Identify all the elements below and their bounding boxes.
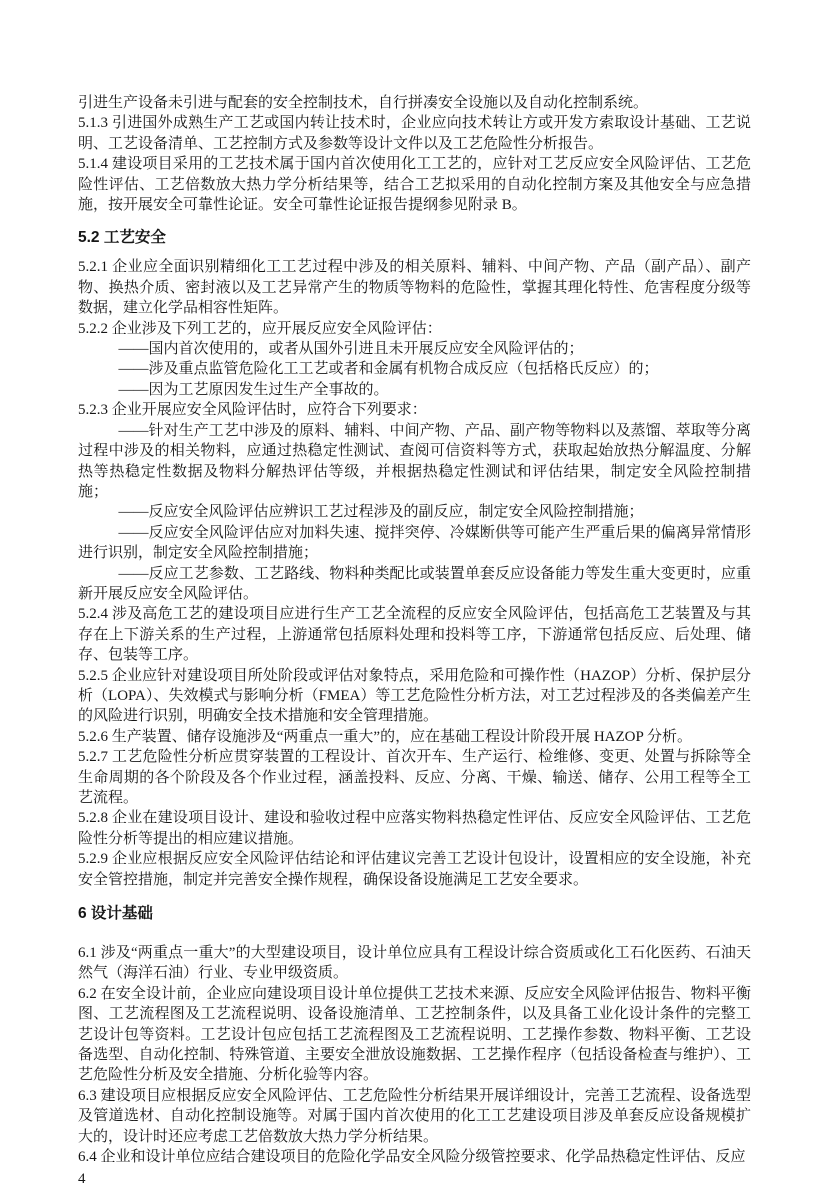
paragraph: 5.2.3 企业开展应安全风险评估时，应符合下列要求：	[78, 402, 427, 419]
paragraph: 5.1.3 引进国外成熟生产工艺或国内转让技术时，企业应向技术转让方或开发方索取设计基础、工艺说明、工艺设备清单、工艺控制方式及参数等设计文件以及工艺危险性分析报告。	[78, 115, 751, 152]
paragraph: 引进生产设备未引进与配套的安全控制技术，自行拼凑安全设施以及自动化控制系统。	[78, 95, 649, 111]
page-number: 4	[78, 1170, 86, 1187]
paragraph: 6.4 企业和设计单位应结合建设项目的危险化学品安全风险分级管控要求、化学品热稳定性评估、反应	[78, 1149, 746, 1166]
dash-list-item: ——反应安全风险评估应对加料失速、搅拌突停、冷媒断供等可能产生严重后果的偏离异常情形进行识别，制定安全风险控制措施；	[78, 524, 751, 562]
dash-list-item: ——涉及重点监管危险化工工艺或者和金属有机物合成反应（包括格氏反应）的；	[118, 361, 659, 378]
dash-list-item: ——针对生产工艺中涉及的原料、辅料、中间产物、产品、副产物等物料以及蒸馏、萃取等分离过程中涉及的相关物料，应通过热稳定性测试、查阅可信资料等方式，获取起始放热分解温度、分解热等热稳定性数据及物料分解热评估等级，并根据热稳定性测试和评估结果，制定安全风险控制措施；	[78, 422, 751, 500]
paragraph: 5.2.5 企业应针对建设项目所处阶段或评估对象特点，采用危险和可操作性（HAZOP）分析、保护层分析（LOPA）、失效模式与影响分析（FMEA）等工艺危险性分析方法，对工艺过程涉及的各类偏差产生的风险进行识别，明确安全技术措施和安全管理措施。	[78, 667, 751, 725]
paragraph: 5.2.8 企业在建设项目设计、建设和验收过程中应落实物料热稳定性评估、反应安全风险评估、工艺危险性分析等提出的相应建议措施。	[78, 810, 751, 847]
dash-list-item: ——反应安全风险评估应辨识工艺过程涉及的副反应，制定安全风险控制措施；	[118, 504, 644, 521]
paragraph: 5.2.2 企业涉及下列工艺的，应开展反应安全风险评估：	[78, 320, 442, 337]
paragraph: 5.1.4 建设项目采用的工艺技术属于国内首次使用化工工艺的，应针对工艺反应安全风险评估、工艺危险性评估、工艺倍数放大热力学分析结果等，结合工艺拟采用的自动化控制方案及其他安全与应急措施，按开展安全可靠性论证。安全可靠性论证报告提纲参见附录 B。	[78, 156, 751, 214]
paragraph: 5.2.7 工艺危险性分析应贯穿装置的工程设计、首次开车、生产运行、检维修、变更、处置与拆除等全生命周期的各个阶段及各个作业过程，涵盖投料、反应、分离、干燥、输送、储存、公用工程等全工艺流程。	[78, 749, 751, 806]
paragraph: 5.2.1 企业应全面识别精细化工工艺过程中涉及的相关原料、辅料、中间产物、产品（副产品）、副产物、换热介质、密封液以及工艺异常产生的物质等物料的危险性，掌握其理化特性、危害程度分级等数据，建立化学品相容性矩阵。	[78, 259, 751, 317]
document-body	[78, 93, 751, 1168]
dash-list-item: ——因为工艺原因发生过生产全事故的。	[118, 381, 389, 398]
section-heading: 6 设计基础	[78, 905, 153, 923]
paragraph: 5.2.6 生产装置、储存设施涉及“两重点一重大”的，应在基础工程设计阶段开展 HAZOP 分析。	[78, 728, 693, 745]
paragraph: 5.2.9 企业应根据反应安全风险评估结论和评估建议完善工艺设计包设计，设置相应的安全设施，补充安全管控措施，制定并完善安全操作规程，确保设备设施满足工艺安全要求。	[78, 851, 751, 888]
dash-list-item: ——国内首次使用的，或者从国外引进且未开展反应安全风险评估的；	[118, 341, 584, 358]
dash-list-item: ——反应工艺参数、工艺路线、物料种类配比或装置单套反应设备能力等发生重大变更时，应重新开展反应安全风险评估。	[78, 565, 751, 602]
paragraph: 5.2.4 涉及高危工艺的建设项目应进行生产工艺全流程的反应安全风险评估，包括高危工艺装置及与其存在上下游关系的生产过程，上游通常包括原料处理和投料等工序，下游通常包括反应、后处理、储存、包装等工序。	[78, 606, 751, 664]
section-heading: 5.2 工艺安全	[78, 229, 166, 247]
paragraph: 6.1 涉及“两重点一重大”的大型建设项目，设计单位应具有工程设计综合资质或化工石化医药、石油天然气（海洋石油）行业、专业甲级资质。	[78, 945, 751, 982]
paragraph: 6.2 在安全设计前，企业应向建设项目设计单位提供工艺技术来源、反应安全风险评估报告、物料平衡图、工艺流程图及工艺流程说明、设备设施清单、工艺控制条件，以及具备工业化设计条件的完整工艺设计包等资料。工艺设计包应包括工艺流程图及工艺流程说明、工艺操作参数、物料平衡、工艺设备选型、自动化控制、特殊管道、主要安全泄放设施数据、工艺操作程序（包括设备检查与维护）、工艺危险性分析及安全措施、分析化验等内容。	[78, 985, 751, 1084]
paragraph: 6.3 建设项目应根据反应安全风险评估、工艺危险性分析结果开展详细设计，完善工艺流程、设备选型及管道选材、自动化控制设施等。对属于国内首次使用的化工工艺建设项目涉及单套反应设备规模扩大的，设计时还应考虑工艺倍数放大热力学分析结果。	[78, 1087, 751, 1145]
